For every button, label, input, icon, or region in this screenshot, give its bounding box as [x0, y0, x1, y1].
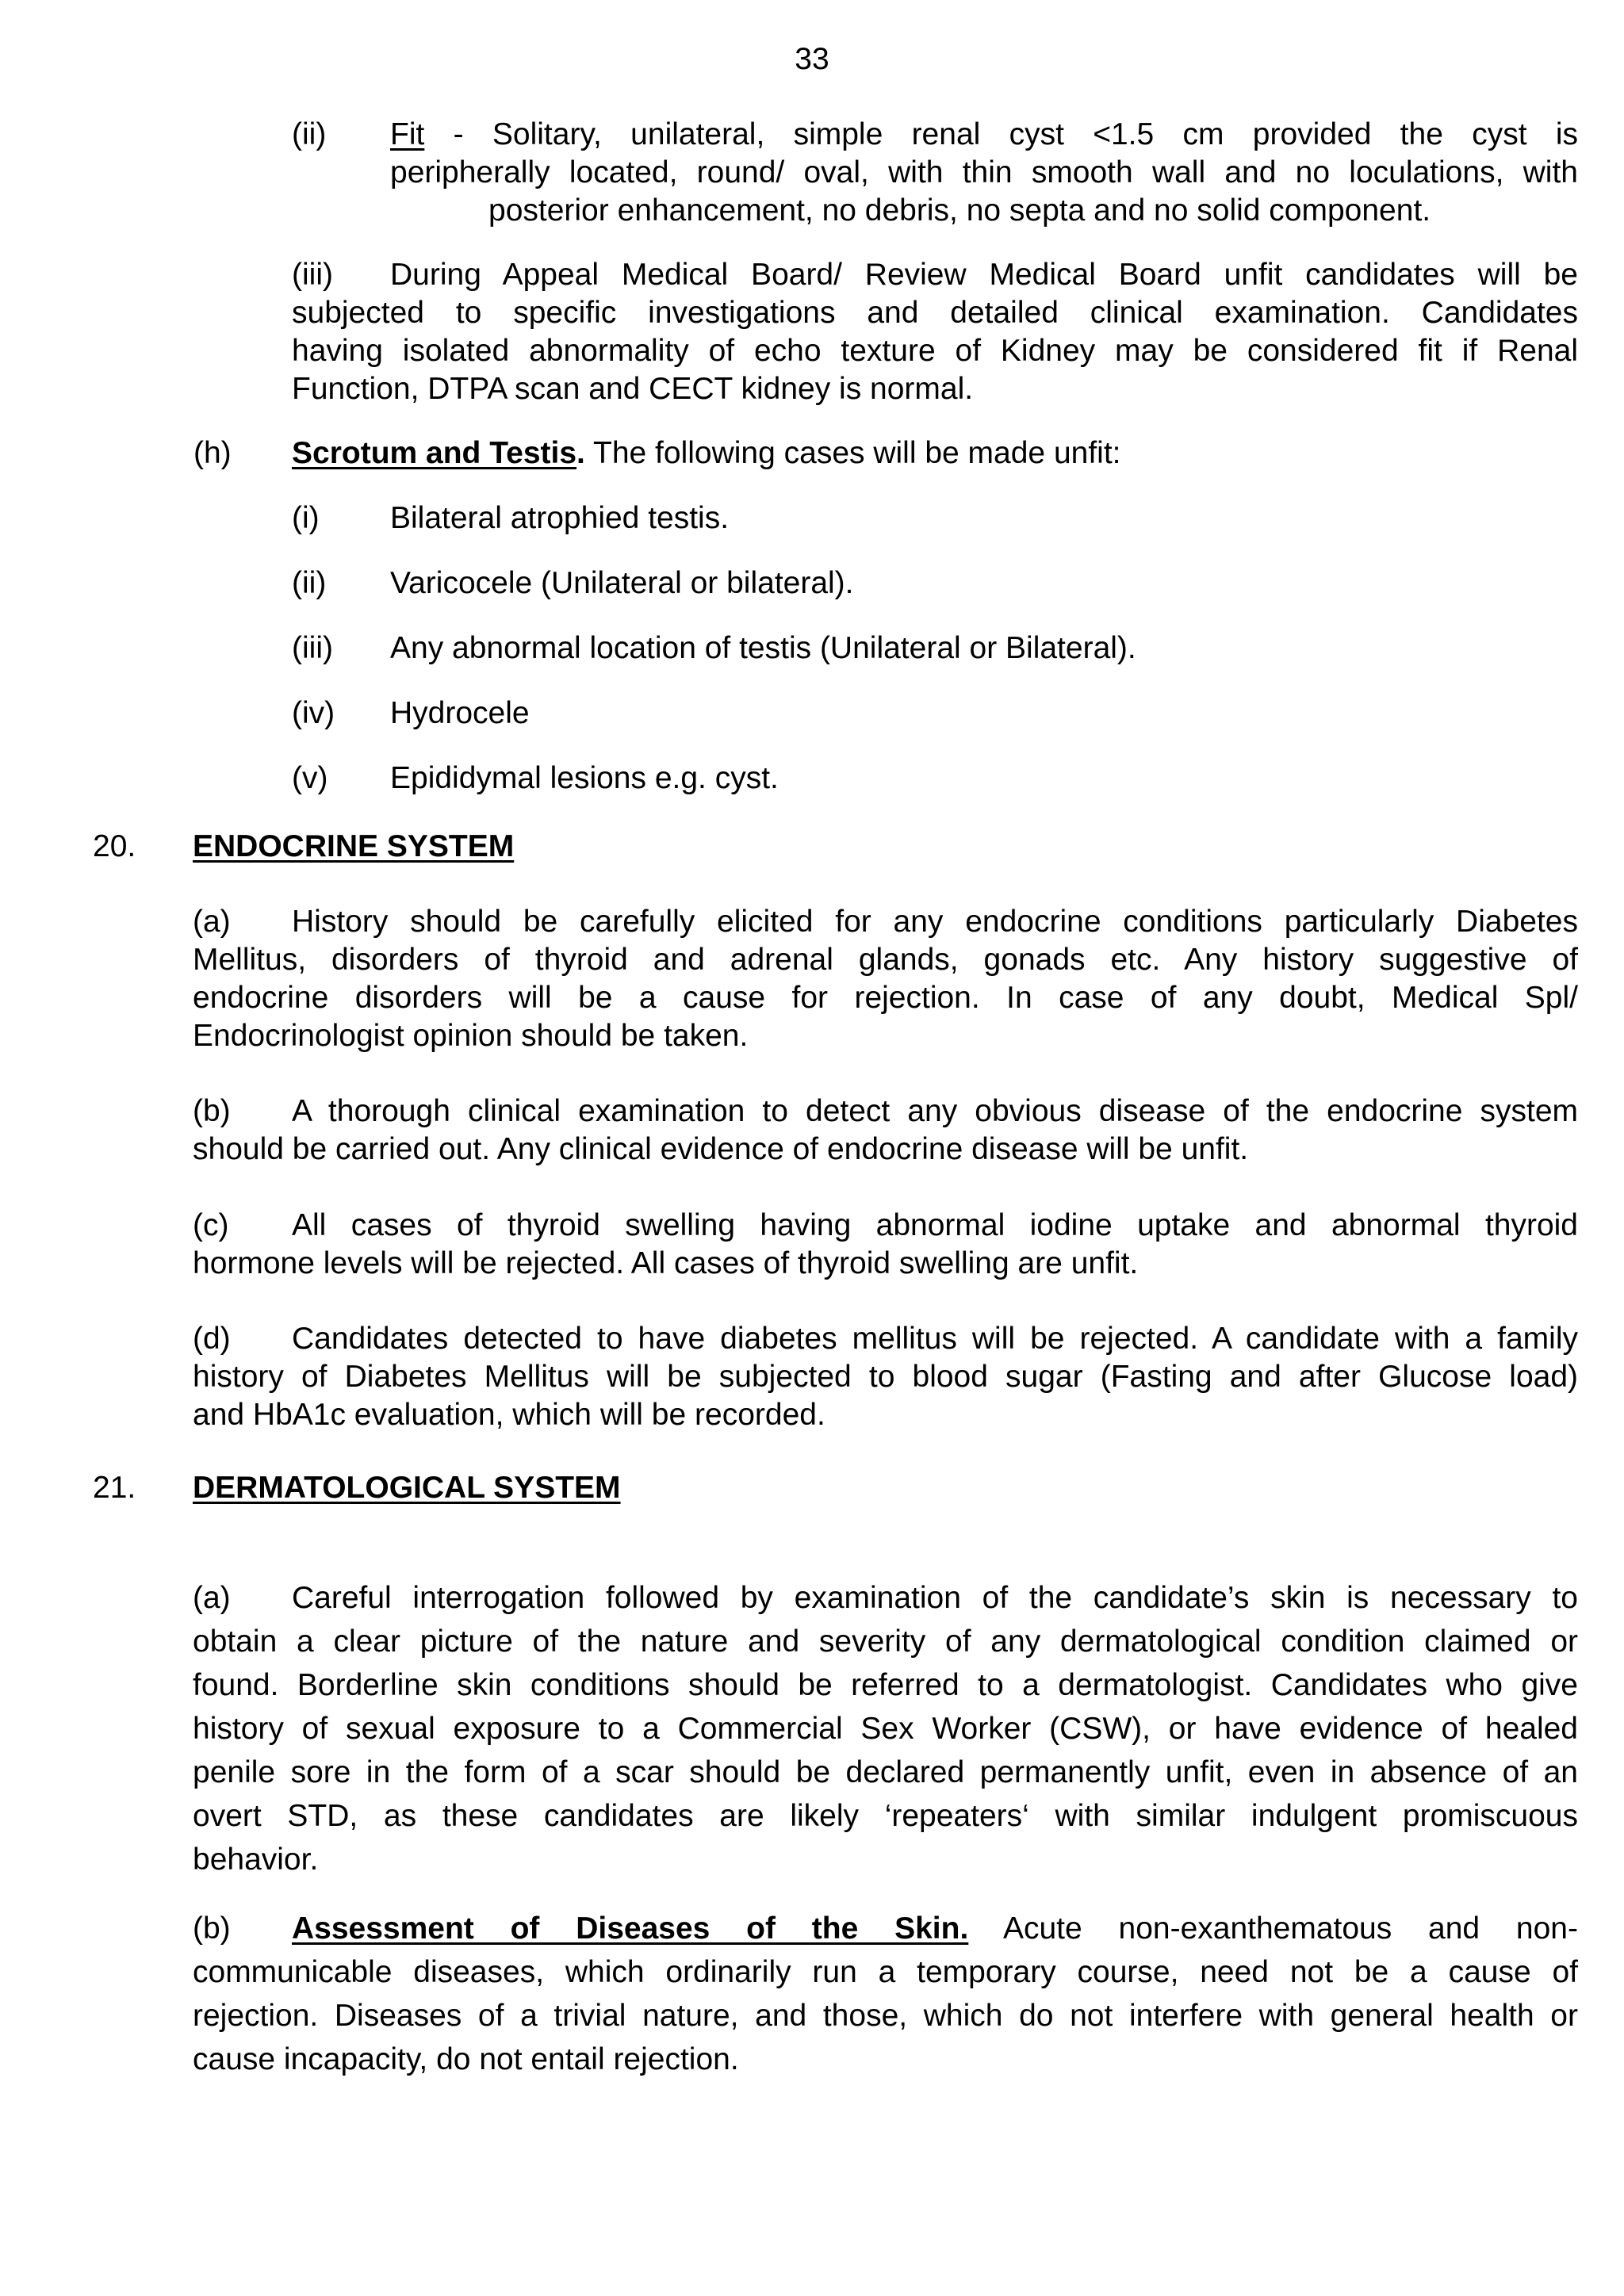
para-text: Acute non-exanthematous and non-	[1002, 1911, 1578, 1946]
para-number: (b)	[193, 1911, 231, 1946]
kidney-ii-line1	[390, 119, 1578, 150]
endocrine-b-line2: should be carried out. Any clinical evidence of endocrine disease will be unfit.	[193, 1132, 1249, 1166]
para-number: (a)	[193, 1581, 231, 1615]
list-item-number: (ii)	[292, 566, 327, 600]
endocrine-d-line3: and HbA1c evaluation, which will be recorded.	[193, 1398, 825, 1432]
heading-period: .	[576, 436, 585, 470]
kidney-iii-text: During Appeal Medical Board/ Review Medical Board unfit candidates will be	[390, 258, 1578, 292]
section-heading: DERMATOLOGICAL SYSTEM	[193, 1471, 621, 1505]
list-item-number: (iv)	[292, 696, 335, 730]
kidney-iii-line2: subjected to specific investigations and detailed clinical examination. Candidates	[292, 296, 1578, 330]
item-number: (iii)	[292, 258, 333, 292]
scrotum-heading-line	[292, 438, 1121, 469]
kidney-ii-line2: peripherally located, round/ oval, with thin smooth wall and no loculations, with	[390, 155, 1578, 189]
list-item: Bilateral atrophied testis.	[390, 501, 730, 535]
derm-a-line1	[193, 1582, 1578, 1613]
item-number: (ii)	[292, 117, 327, 151]
list-item: Any abnormal location of testis (Unilateral or Bilateral).	[390, 631, 1136, 665]
para-text: Candidates detected to have diabetes mellitus will be rejected. A candidate with a family	[292, 1322, 1578, 1356]
section-h-number: (h)	[193, 436, 232, 470]
list-item: Hydrocele	[390, 696, 530, 730]
scrotum-intro: The following cases will be made unfit:	[584, 436, 1121, 470]
section-heading: ENDOCRINE SYSTEM	[193, 829, 515, 863]
para-text: A thorough clinical examination to detect any obvious disease of the endocrine system	[292, 1094, 1578, 1128]
list-item-number: (iii)	[292, 631, 333, 665]
para-text: History should be carefully elicited for any endocrine conditions particularly Diabetes	[292, 905, 1578, 939]
derm-a-line3: found. Borderline skin conditions should be referred to a dermatologist. Candidates who give	[193, 1668, 1578, 1702]
derm-a-line7: behavior.	[193, 1843, 319, 1877]
kidney-iii-line3: having isolated abnormality of echo texture of Kidney may be considered fit if Renal	[292, 334, 1578, 368]
fit-label: Fit	[390, 117, 425, 151]
kidney-iii-line4: Function, DTPA scan and CECT kidney is normal.	[292, 372, 974, 406]
scrotum-heading: Scrotum and Testis	[292, 436, 577, 470]
endocrine-a-line2: Mellitus, disorders of thyroid and adrenal glands, gonads etc. Any history suggestive of	[193, 943, 1578, 977]
section-number: 21.	[93, 1471, 136, 1505]
endocrine-d-line1	[193, 1323, 1578, 1354]
section-number: 20.	[93, 829, 136, 863]
para-number: (a)	[193, 905, 231, 939]
endocrine-a-line3: endocrine disorders will be a cause for rejection. In case of any doubt, Medical Spl/	[193, 981, 1578, 1015]
kidney-ii-line3: posterior enhancement, no debris, no septa and no solid component.	[488, 193, 1431, 228]
kidney-ii-text: - Solitary, unilateral, simple renal cyst <1.5 cm provided the cyst is	[424, 117, 1578, 151]
endocrine-a-line1	[193, 906, 1578, 937]
derm-a-line5: penile sore in the form of a scar should be declared permanently unfit, even in absence of an	[193, 1755, 1578, 1789]
endocrine-c-line2: hormone levels will be rejected. All cases of thyroid swelling are unfit.	[193, 1246, 1139, 1280]
page-number: 33	[795, 42, 829, 76]
para-text: Careful interrogation followed by examination of the candidate’s skin is necessary to	[292, 1581, 1578, 1615]
para-number: (c)	[193, 1208, 229, 1242]
list-item: Epididymal lesions e.g. cyst.	[390, 761, 779, 795]
kidney-iii-line1	[292, 259, 1578, 290]
derm-a-line4: history of sexual exposure to a Commercial Sex Worker (CSW), or have evidence of healed	[193, 1712, 1578, 1746]
list-item-number: (v)	[292, 761, 328, 795]
list-item-number: (i)	[292, 501, 320, 535]
list-item: Varicocele (Unilateral or bilateral).	[390, 566, 854, 600]
derm-b-heading: Assessment of Diseases of the Skin.	[292, 1911, 969, 1946]
derm-a-line6: overt STD, as these candidates are likely ‘repeaters‘ with similar indulgent promiscuous	[193, 1799, 1578, 1833]
endocrine-d-line2: history of Diabetes Mellitus will be subjected to blood sugar (Fasting and after Glucose load)	[193, 1360, 1578, 1394]
para-text: All cases of thyroid swelling having abnormal iodine uptake and abnormal thyroid	[292, 1208, 1578, 1242]
para-number: (b)	[193, 1094, 231, 1128]
endocrine-b-line1	[193, 1096, 1578, 1127]
derm-b-line2: communicable diseases, which ordinarily run a temporary course, need not be a cause of	[193, 1955, 1578, 1989]
derm-b-line1	[193, 1913, 1578, 1944]
derm-b-line4: cause incapacity, do not entail rejection.	[193, 2042, 739, 2076]
endocrine-a-line4: Endocrinologist opinion should be taken.	[193, 1019, 749, 1053]
derm-a-line2: obtain a clear picture of the nature and severity of any dermatological condition claimed or	[193, 1624, 1578, 1659]
derm-b-line3: rejection. Diseases of a trivial nature, and those, which do not interfere with general health or	[193, 1999, 1578, 2033]
para-number: (d)	[193, 1322, 231, 1356]
endocrine-c-line1	[193, 1210, 1578, 1241]
